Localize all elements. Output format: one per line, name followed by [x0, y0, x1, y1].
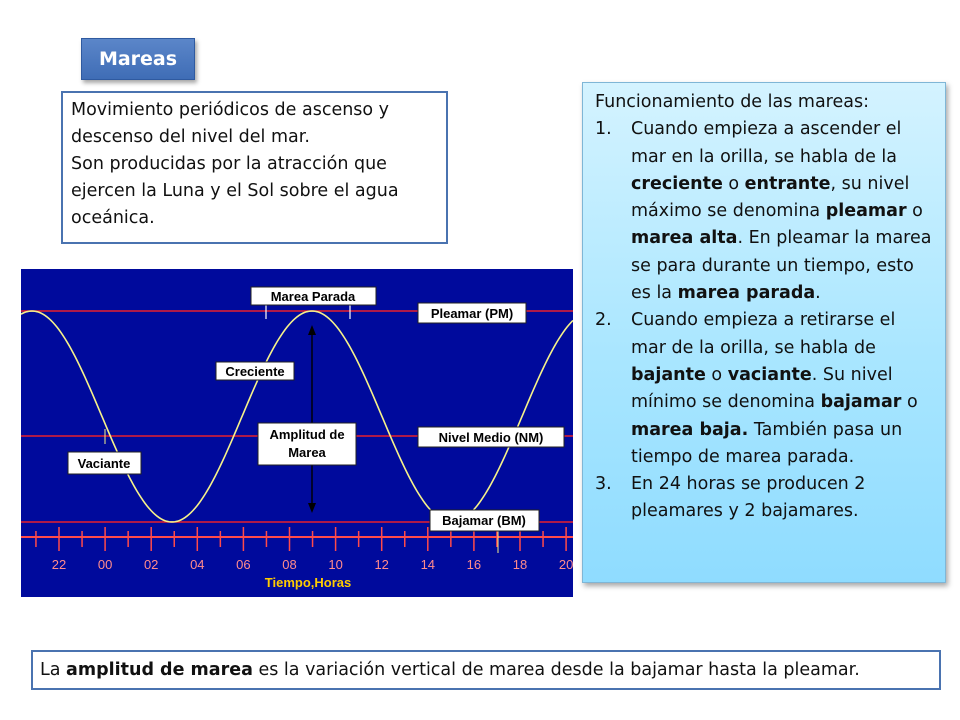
vaciante-label: Vaciante: [77, 456, 131, 471]
time-axis-label: Tiempo,Horas: [264, 575, 352, 590]
list-number: 1.: [595, 119, 612, 140]
panel-item-segment: .: [815, 283, 821, 304]
summary-text: [40, 660, 860, 680]
summary-segment: es la variación vertical de marea desde la bajamar hasta la pleamar.: [252, 660, 860, 680]
axis-tick-label: 12: [374, 557, 389, 572]
amplitud-label-line-1: Amplitud de: [269, 427, 345, 442]
list-number: 3.: [595, 474, 612, 495]
panel-list-item: [595, 307, 935, 471]
panel-item-segment: vaciante: [727, 364, 812, 385]
panel-item-segment: o: [901, 392, 918, 413]
panel-list-item: [595, 471, 935, 526]
axis-tick-label: 20: [558, 557, 573, 572]
definition-box: [61, 91, 448, 244]
axis-tick-label: 10: [328, 557, 343, 572]
panel-item-segment: o: [722, 173, 745, 194]
axis-tick-label: 16: [466, 557, 482, 572]
nivel-medio-label: Nivel Medio (NM): [438, 430, 544, 445]
summary-segment: La: [40, 660, 67, 680]
axis-tick-label: 06: [236, 557, 251, 572]
panel-item-segment: , su nivel máximo se denomina: [631, 173, 910, 222]
tide-diagram-svg: [21, 269, 573, 597]
panel-heading: Funcionamiento de las mareas:: [595, 92, 869, 112]
panel-item-segment: bajamar: [820, 392, 902, 413]
summary-box: [31, 650, 941, 690]
panel-item-segment: creciente: [631, 173, 723, 194]
axis-tick-label: 08: [282, 557, 297, 572]
panel-item-segment: marea alta: [631, 228, 738, 249]
axis-tick-label: 04: [190, 557, 205, 572]
panel-list: [595, 116, 935, 525]
panel-item-segment: Cuando empieza a retirarse el mar de la orilla, se habla de: [631, 310, 896, 358]
panel-list-item: [595, 116, 935, 307]
panel-item-segment: pleamar: [825, 201, 907, 222]
panel-item-segment: . Su nivel mínimo se denomina: [631, 364, 893, 413]
bajamar-label: Bajamar (BM): [442, 513, 526, 528]
panel-item-segment: marea baja.: [631, 419, 749, 440]
panel-item-segment: . En pleamar la marea se para durante un tiempo, esto es la: [631, 228, 932, 304]
amplitud-label-line-2: Marea: [288, 445, 326, 460]
axis-tick-label: 22: [51, 557, 67, 572]
axis-tick-label: 18: [512, 557, 528, 572]
title-text: Mareas: [98, 48, 178, 70]
panel-item-segment: o: [906, 201, 923, 222]
panel-item-segment: bajante: [631, 364, 706, 385]
axis-tick-label: 02: [143, 557, 159, 572]
definition-line-2: Son producidas por la atracción que ejercen la Luna y el Sol sobre el agua oceánica.: [71, 154, 399, 228]
panel-item-segment: También pasa un tiempo de marea parada.: [631, 419, 903, 467]
panel-item-segment: entrante: [744, 173, 831, 194]
panel-item-segment: Cuando empieza a ascender el mar en la orilla, se habla de la: [631, 119, 902, 167]
pleamar-label: Pleamar (PM): [430, 306, 514, 321]
info-panel: [582, 82, 946, 583]
marea-parada-label: Marea Parada: [270, 289, 356, 304]
tide-diagram: [21, 269, 573, 597]
panel-item-segment: En 24 horas se producen 2 pleamares y 2 bajamares.: [631, 474, 866, 522]
panel-item-segment: marea parada: [677, 283, 816, 304]
summary-segment: amplitud de marea: [66, 660, 253, 680]
panel-item-segment: o: [705, 364, 728, 385]
title-tab: [81, 38, 195, 80]
axis-tick-label: 14: [420, 557, 436, 572]
definition-line-1: Movimiento periódicos de ascenso y descenso del nivel del mar.: [71, 100, 390, 147]
creciente-label: Creciente: [225, 364, 285, 379]
axis-tick-label: 00: [97, 557, 113, 572]
list-number: 2.: [595, 310, 612, 331]
